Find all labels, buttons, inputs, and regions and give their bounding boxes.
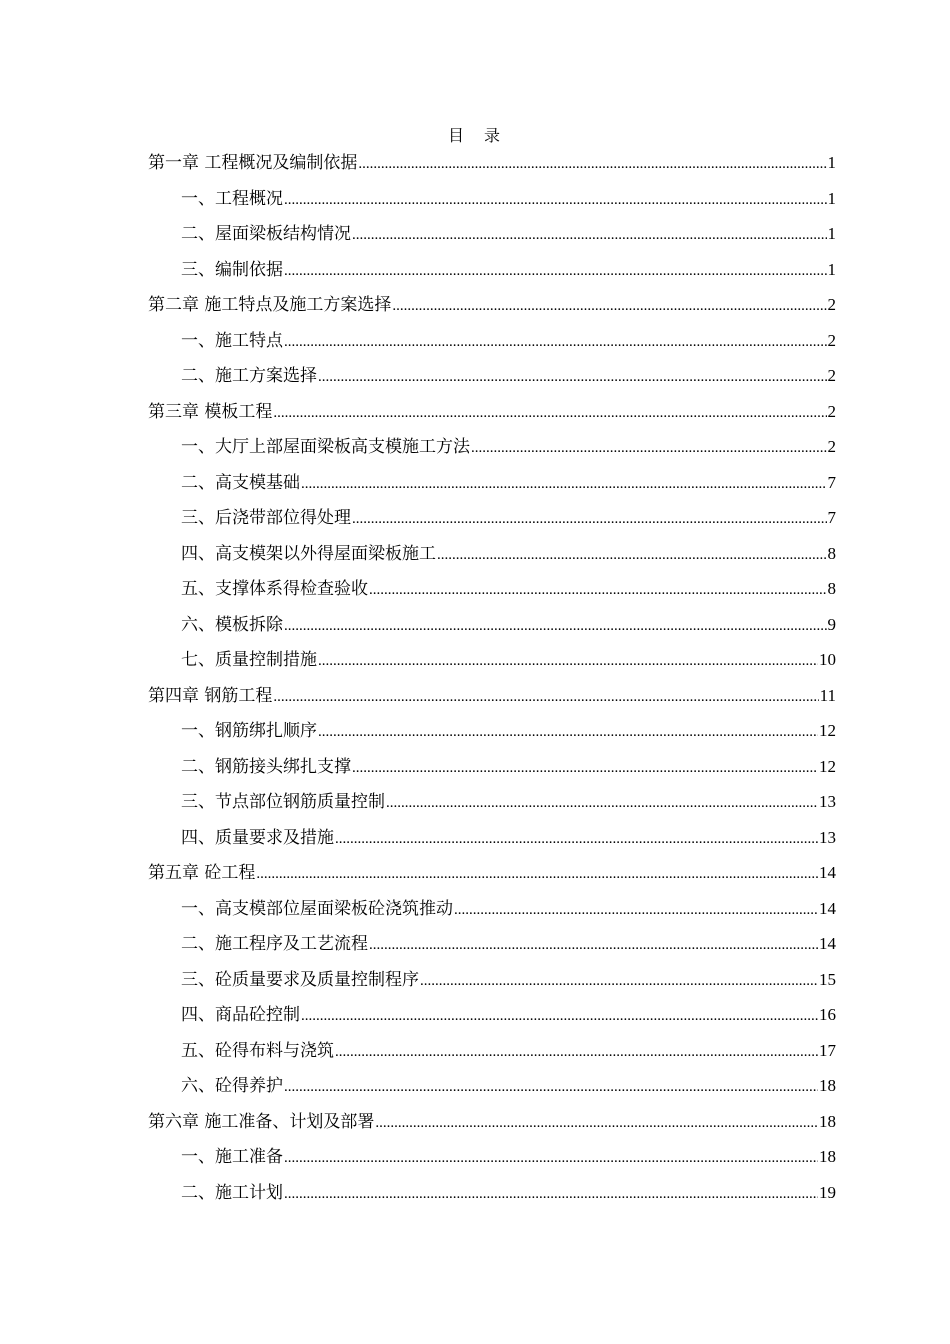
toc-page-number: 14	[819, 863, 836, 882]
toc-dot-leader	[273, 396, 826, 432]
toc-dot-leader	[301, 999, 818, 1035]
toc-dot-leader	[335, 1035, 818, 1071]
toc-page-number: 16	[819, 1005, 836, 1024]
toc-chapter-entry[interactable]	[148, 855, 836, 891]
toc-entry-title: 二、施工方案选择	[181, 366, 317, 386]
toc-dot-leader	[318, 715, 818, 751]
toc-page-number: 1	[827, 259, 836, 279]
toc-entry-title: 一、施工特点	[181, 330, 283, 351]
toc-chapter-entry[interactable]	[148, 678, 836, 714]
toc-section-entry[interactable]	[148, 216, 836, 252]
toc-entry-title: 第二章 施工特点及施工方案选择	[148, 295, 392, 315]
toc-page-number: 14	[819, 898, 836, 918]
toc-page-number: 14	[819, 934, 836, 953]
toc-entry-title: 二、施工计划	[181, 1182, 283, 1203]
toc-section-entry[interactable]	[148, 1175, 836, 1211]
toc-page-number: 12	[819, 721, 836, 740]
toc-section-entry[interactable]	[148, 358, 836, 394]
toc-entry-title: 二、施工程序及工艺流程	[181, 934, 368, 954]
toc-entry-title: 四、商品砼控制	[181, 1005, 300, 1025]
toc-entry-title: 一、大厅上部屋面梁板高支模施工方法	[181, 437, 470, 457]
toc-entry-title: 六、砼得养护	[181, 1076, 283, 1096]
toc-section-entry[interactable]	[148, 323, 836, 359]
toc-chapter-entry[interactable]	[148, 287, 836, 323]
toc-section-entry[interactable]	[148, 1068, 836, 1104]
toc-section-entry[interactable]	[148, 891, 836, 927]
toc-page-number: 2	[827, 366, 836, 385]
toc-section-entry[interactable]	[148, 429, 836, 465]
toc-page-number: 12	[819, 756, 836, 776]
toc-page-number: 1	[827, 188, 836, 208]
toc-dot-leader	[352, 218, 827, 254]
toc-dot-leader	[437, 538, 827, 574]
toc-dot-leader	[386, 786, 818, 822]
toc-section-entry[interactable]	[148, 926, 836, 962]
toc-entry-title: 四、高支模架以外得屋面梁板施工	[181, 543, 436, 564]
toc-dot-leader	[352, 502, 827, 538]
toc-dot-leader	[284, 1070, 818, 1106]
toc-page-number: 18	[819, 1111, 836, 1131]
toc-page-number: 13	[819, 792, 836, 811]
toc-entry-title: 一、施工准备	[181, 1147, 283, 1167]
toc-section-entry[interactable]	[148, 997, 836, 1033]
toc-dot-leader	[301, 467, 827, 503]
toc-entry-title: 二、屋面梁板结构情况	[181, 224, 351, 244]
toc-page-number: 2	[827, 295, 836, 314]
toc-section-entry[interactable]	[148, 820, 836, 856]
toc-page-number: 2	[827, 330, 836, 350]
toc-dot-leader	[358, 147, 826, 183]
toc-entry-title: 一、工程概况	[181, 188, 283, 209]
toc-entry-title: 五、砼得布料与浇筑	[181, 1040, 334, 1061]
toc-chapter-entry[interactable]	[148, 394, 836, 430]
toc-entry-title: 二、钢筋接头绑扎支撑	[181, 756, 351, 777]
toc-page-number: 8	[827, 579, 836, 598]
toc-page-number: 1	[827, 153, 836, 172]
toc-section-entry[interactable]	[148, 536, 836, 572]
toc-entry-title: 第六章 施工准备、计划及部署	[148, 1111, 375, 1132]
toc-section-entry[interactable]	[148, 784, 836, 820]
toc-page-number: 18	[819, 1147, 836, 1166]
toc-entry-title: 三、砼质量要求及质量控制程序	[181, 969, 419, 990]
toc-dot-leader	[369, 573, 827, 609]
table-of-contents	[148, 145, 836, 1210]
toc-page-number: 13	[819, 827, 836, 847]
toc-page-number: 2	[827, 437, 836, 456]
toc-section-entry[interactable]	[148, 642, 836, 678]
toc-dot-leader	[352, 751, 818, 787]
toc-entry-title: 三、后浇带部位得处理	[181, 508, 351, 528]
toc-entry-title: 一、钢筋绑扎顺序	[181, 721, 317, 741]
toc-section-entry[interactable]	[148, 749, 836, 785]
toc-page-number: 15	[819, 969, 836, 989]
toc-page-number: 7	[827, 472, 836, 492]
toc-dot-leader	[392, 289, 826, 325]
toc-entry-title: 第一章 工程概况及编制依据	[148, 153, 358, 173]
toc-page-number: 2	[827, 401, 836, 421]
toc-page-number: 18	[819, 1076, 836, 1095]
toc-dot-leader	[284, 1141, 818, 1177]
toc-page-number: 11	[819, 685, 836, 705]
toc-page-number: 19	[819, 1182, 836, 1202]
toc-chapter-entry[interactable]	[148, 1104, 836, 1140]
toc-chapter-entry[interactable]	[148, 145, 836, 181]
toc-dot-leader	[375, 1106, 818, 1142]
toc-dot-leader	[420, 964, 818, 1000]
toc-dot-leader	[273, 680, 818, 716]
toc-section-entry[interactable]	[148, 1033, 836, 1069]
toc-page-number: 17	[819, 1040, 836, 1060]
toc-section-entry[interactable]	[148, 465, 836, 501]
toc-entry-title: 五、支撑体系得检查验收	[181, 579, 368, 599]
toc-section-entry[interactable]	[148, 1139, 836, 1175]
toc-entry-title: 一、高支模部位屋面梁板砼浇筑推动	[181, 898, 453, 919]
toc-dot-leader	[256, 857, 818, 893]
toc-entry-title: 二、高支模基础	[181, 472, 300, 493]
toc-page-number: 9	[827, 614, 836, 634]
toc-dot-leader	[284, 183, 827, 219]
toc-dot-leader	[335, 822, 818, 858]
toc-dot-leader	[454, 893, 818, 929]
toc-entry-title: 第三章 模板工程	[148, 401, 273, 422]
toc-dot-leader	[284, 1177, 818, 1213]
toc-section-entry[interactable]	[148, 500, 836, 536]
toc-title: 目 录	[447, 126, 502, 145]
toc-entry-title: 七、质量控制措施	[181, 650, 317, 670]
toc-section-entry[interactable]	[148, 607, 836, 643]
toc-section-entry[interactable]	[148, 571, 836, 607]
toc-section-entry[interactable]	[148, 181, 836, 217]
toc-page-number: 8	[827, 543, 836, 563]
toc-section-entry[interactable]	[148, 962, 836, 998]
toc-page-number: 7	[827, 508, 836, 527]
toc-entry-title: 第五章 砼工程	[148, 863, 256, 883]
toc-section-entry[interactable]	[148, 713, 836, 749]
toc-dot-leader	[471, 431, 827, 467]
toc-entry-title: 三、节点部位钢筋质量控制	[181, 792, 385, 812]
toc-dot-leader	[284, 609, 827, 645]
toc-dot-leader	[318, 644, 818, 680]
toc-dot-leader	[318, 360, 827, 396]
toc-entry-title: 六、模板拆除	[181, 614, 283, 635]
toc-entry-title: 三、编制依据	[181, 259, 283, 280]
toc-dot-leader	[284, 254, 827, 290]
toc-section-entry[interactable]	[148, 252, 836, 288]
toc-page-number: 10	[819, 650, 836, 669]
toc-dot-leader	[284, 325, 827, 361]
toc-entry-title: 四、质量要求及措施	[181, 827, 334, 848]
toc-entry-title: 第四章 钢筋工程	[148, 685, 273, 706]
toc-page-number: 1	[827, 224, 836, 243]
toc-dot-leader	[369, 928, 818, 964]
